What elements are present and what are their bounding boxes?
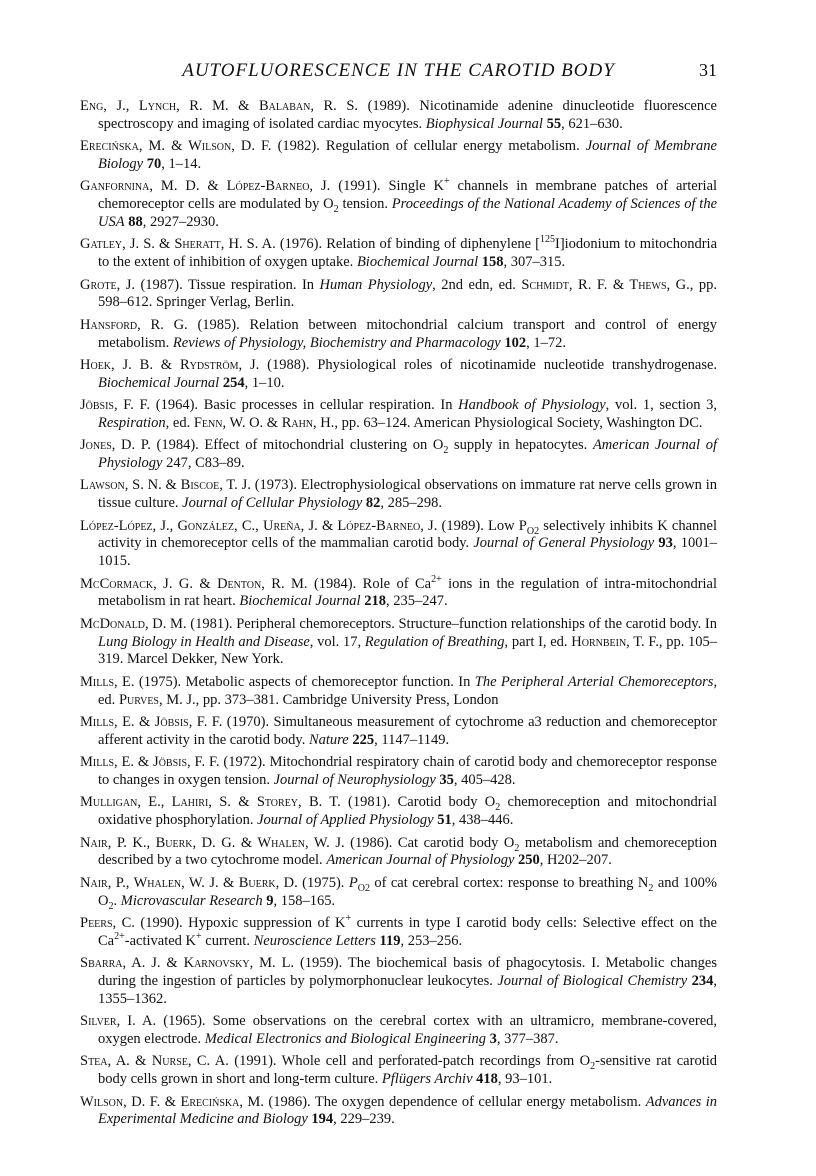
ref-title: Nicotinamide adenine dinucleotide fluorescence spectroscopy and imaging of isolated cardiac myocytes. (98, 98, 717, 132)
ref-year: (1975). (302, 874, 345, 891)
ref-pages: , 1147–1149. (374, 731, 450, 748)
ref-year: (1965). (163, 1013, 206, 1030)
ref-journal: Journal of Applied Physiology (257, 812, 434, 829)
ref-journal: Biochemical Journal (98, 374, 220, 391)
reference-item (80, 98, 717, 134)
reference-item (80, 138, 717, 174)
ref-pages: , 2927–2930. (142, 213, 219, 230)
ref-pages: , 93–101. (497, 1071, 553, 1088)
ref-journal: Biochemical Journal (356, 254, 479, 271)
ref-authors: Grote, J. (80, 276, 135, 293)
reference-item: Mills, E. (1975). Metabolic aspects of chemoreceptor function. In The Peripheral Arterial Chemoreceptors, ed. Purves, M. J., pp. 373–381. Cambridge University Press, London (80, 673, 718, 708)
ref-title: Low $P_{O2}$ selectively inhibits K channel activity in chemoreceptor cells of the mammalian carotid body. (98, 517, 717, 552)
ref-authors: Stea, A. & Nurse, C. A. (80, 1053, 229, 1070)
ref-book: Human Physiology (319, 276, 433, 293)
reference-item: Jöbsis, F. F. (1964). Basic processes in cellular respiration. In Handbook of Physiology, vol. 1, section 3, Respiration, ed. Fenn, W. O. & Rahn, H., pp. 63–124. American Physiological Society, Washington DC. (80, 397, 718, 431)
ref-authors: Hansford, R. G. (80, 316, 188, 333)
ref-editors: Schmidt, R. F. & Thews, G. (521, 276, 690, 293)
ref-journal: American Journal of Physiology (326, 852, 515, 869)
ref-book: The Peripheral Arterial Chemoreceptors (474, 673, 714, 690)
ref-title: The oxygen dependence of cellular energy metabolism. (314, 1093, 642, 1110)
ref-year: (1964). (155, 397, 199, 414)
ref-title: Mitochondrial respiratory chain of carotid body and chemoreceptor response to changes in oxygen tension. (98, 754, 717, 788)
ref-authors: Eng, J., Lynch, R. M. & Balaban, R. S. (80, 98, 359, 114)
page-header (80, 60, 717, 86)
ref-journal: Reviews of Physiology, Biochemistry and Pharmacology (172, 334, 501, 351)
ref-year: (1970). (226, 714, 270, 731)
ref-editors: Purves, M. J. (118, 691, 196, 708)
ref-volume: 234 (691, 972, 714, 989)
ref-pages: , 158–165. (273, 892, 336, 909)
ref-volume: 70 (146, 155, 162, 172)
ref-title: Some observations on the cerebral cortex with an ultramicro, membrane-covered, oxygen electrode. (98, 1013, 718, 1047)
reference-item (80, 714, 717, 750)
ref-pages: , C83–89. (187, 455, 245, 472)
reference-item (80, 317, 717, 353)
ref-volume: 247 (166, 455, 188, 472)
ref-pages: , 438–446. (451, 812, 514, 829)
reference-item (80, 357, 717, 393)
ref-year: (1986). (268, 1093, 311, 1110)
ref-journal: Biochemical Journal (239, 593, 361, 610)
ref-pages: , 285–298. (380, 495, 442, 512)
ref-journal: Biophysical Journal (425, 115, 543, 132)
ref-volume: 88 (128, 213, 143, 230)
ref-year: (1991). (338, 178, 381, 195)
ref-authors: Erecińska, M. & Wilson, D. F. (80, 138, 272, 155)
ref-year: (1973). (254, 477, 297, 494)
ref-authors: Peers, C. (80, 914, 135, 931)
ref-title: Effect of mitochondrial clustering on $O_2$ supply in hepatocytes. (204, 437, 588, 457)
ref-authors: Jöbsis, F. F. (80, 397, 151, 414)
ref-journal: Journal of Biological Chemistry (497, 972, 688, 989)
reference-item (80, 236, 717, 272)
ref-year: (1985). (197, 316, 240, 333)
ref-year: (1981). (190, 615, 233, 632)
ref-year: (1984). (313, 575, 357, 592)
ref-pages: , 405–428. (453, 772, 516, 788)
ref-volume: 158 (481, 254, 504, 271)
ref-journal: Journal of Cellular Physiology (182, 495, 363, 512)
ref-authors: Mills, E. & Jöbsis, F. F. (80, 754, 220, 771)
ref-pages: , 1355–1362. (98, 972, 717, 1007)
ref-pages: , 307–315. (503, 254, 566, 271)
reference-item (80, 794, 717, 830)
reference-item (80, 955, 717, 1008)
ref-journal: Nature (308, 731, 349, 748)
ref-journal: Journal of Membrane Biology (98, 138, 717, 172)
ref-year: (1990). (140, 914, 183, 931)
ref-title: Hypoxic suppression of K+ currents in type I carotid body cells: Selective effect on the $Ca^{2+}$-activated K+ current. (98, 913, 717, 949)
ref-pages: , 235–247. (385, 593, 448, 610)
ref-year: (1982). (277, 138, 320, 155)
ref-authors: Nair, P. K., Buerk, D. G. & Whalen, W. J. (80, 834, 345, 851)
ref-journal: Proceedings of the National Academy of Sciences of the USA (98, 196, 717, 230)
ref-year: (1981). (348, 794, 391, 811)
ref-year: (1986). (350, 834, 393, 851)
ref-volume: 9 (266, 892, 274, 909)
ref-title: Carotid body $O_2$ chemoreception and mitochondrial oxidative phosphorylation. (98, 794, 718, 829)
ref-book: Lung Biology in Health and Disease (98, 633, 310, 650)
ref-title: $P_{O2}$ of cat cerebral cortex: response to breathing $N_2$ and 100% $O_2$. (98, 874, 718, 912)
ref-title: Single K+ channels in membrane patches of arterial chemoreceptor cells are modulated by $O_2$ tension. (98, 176, 718, 216)
ref-year: (1972). (223, 754, 266, 771)
ref-volume: 102 (504, 334, 527, 351)
reference-item: Grote, J. (1987). Tissue respiration. In Human Physiology, 2nd edn, ed. Schmidt, R. F. & Thews, G., pp. 598–612. Springer Verlag, Berlin. (80, 276, 718, 311)
ref-volume: 225 (352, 731, 375, 748)
ref-authors: Sbarra, A. J. & Karnovsky, M. L. (80, 955, 295, 972)
ref-volume: 93 (658, 535, 673, 552)
page-number: 31 (699, 60, 717, 80)
ref-book-part: Respiration (98, 414, 166, 431)
ref-authors: Wilson, D. F. & Erecińska, M. (80, 1093, 264, 1110)
ref-title: The biochemical basis of phagocytosis. I. Metabolic changes during the ingestion of particles by polymorphonuclear leukocytes. (98, 955, 717, 989)
ref-editors: Fenn, W. O. & Rahn, H. (193, 414, 335, 431)
ref-authors: Silver, I. A. (80, 1013, 157, 1030)
reference-item (80, 754, 717, 790)
reference-item (80, 518, 717, 571)
ref-authors: López-López, J., González, C., Ureña, J. & López-Barneo, J. (80, 517, 438, 534)
ref-year: (1975). (138, 673, 182, 690)
ref-journal: Journal of General Physiology (473, 535, 655, 552)
ref-volume: 51 (437, 812, 452, 829)
ref-authors: Mulligan, E., Lahiri, S. & Storey, B. T. (80, 794, 341, 811)
ref-title: Physiological roles of nicotinamide nucleotide transhydrogenase. (317, 356, 718, 373)
ref-volume: 82 (365, 495, 381, 512)
ref-year: (1987). (140, 276, 183, 293)
reference-list (80, 98, 717, 1134)
reference-item (80, 573, 718, 612)
ref-title: Relation between mitochondrial calcium transport and control of energy metabolism. (98, 316, 718, 351)
ref-journal: Pflügers Archiv (381, 1071, 473, 1088)
ref-pages: , 1–72. (526, 334, 566, 351)
reference-item (80, 1053, 717, 1089)
ref-pages: , 1–14. (161, 155, 202, 172)
ref-volume: 418 (476, 1071, 498, 1088)
ref-authors: Mills, E. (80, 673, 135, 690)
ref-volume: 250 (518, 852, 540, 869)
ref-pages: , 253–256. (400, 932, 463, 949)
reference-item (80, 437, 717, 473)
ref-volume: 218 (364, 593, 386, 610)
ref-year: (1989). (367, 98, 410, 114)
ref-volume: 119 (379, 932, 401, 949)
ref-authors: Gatley, J. S. & Sheratt, H. S. A. (80, 236, 276, 253)
running-title: AUTOFLUORESCENCE IN THE CAROTID BODY (182, 60, 615, 81)
ref-volume: 35 (439, 772, 454, 788)
ref-pages: , 1001–1015. (98, 535, 717, 570)
ref-authors: Nair, P., Whalen, W. J. & Buerk, D. (80, 874, 298, 891)
ref-title: Electrophysiological observations on immature rat nerve cells grown in tissue culture. (98, 477, 718, 512)
ref-title: Regulation of cellular energy metabolism. (325, 138, 580, 155)
ref-title: Simultaneous measurement of cytochrome a3 reduction and chemoreceptor afferent activity in the carotid body. (98, 714, 717, 748)
ref-year: (1991). (234, 1053, 277, 1070)
ref-authors: McDonald, D. M. (80, 615, 187, 632)
ref-year: (1959). (299, 955, 343, 972)
ref-journal: Medical Electronics and Biological Engineering (204, 1030, 487, 1047)
ref-authors: Hoek, J. B. & Rydström, J. (80, 356, 260, 373)
ref-title: Whole cell and perforated-patch recordings from $O_2$-sensitive rat carotid body cells grown in short and long-term culture. (98, 1053, 718, 1088)
ref-volume: 55 (546, 115, 562, 132)
ref-pages: , 229–239. (333, 1111, 395, 1128)
reference-item (80, 477, 717, 513)
reference-item (80, 1013, 717, 1049)
ref-year: (1988). (267, 356, 310, 373)
ref-authors: Ganfornina, M. D. & López-Barneo, J. (80, 178, 331, 195)
reference-item (80, 875, 717, 911)
ref-pages: , 377–387. (496, 1030, 559, 1047)
ref-journal: Neuroscience Letters (253, 932, 376, 949)
ref-authors: Mills, E. & Jöbsis, F. F. (80, 714, 223, 731)
ref-year: (1984). (156, 437, 199, 454)
ref-authors: Jones, D. P. (80, 437, 151, 454)
ref-book-part: Regulation of Breathing (364, 633, 505, 650)
ref-book: Handbook of Physiology (458, 397, 606, 414)
ref-authors: Lawson, S. N. & Biscoe, T. J. (80, 477, 251, 494)
reference-item (80, 178, 717, 231)
ref-title: Relation of binding of diphenylene [$^{125}$I]iodonium to mitochondria to the extent of inhibition of oxygen uptake. (98, 234, 718, 271)
ref-pages: , 621–630. (561, 115, 623, 132)
ref-title: Role of $Ca^{2+}$ ions in the regulation of intra-mitochondrial metabolism in rat heart. (98, 573, 718, 610)
ref-volume: 254 (222, 374, 245, 391)
ref-journal: Journal of Neurophysiology (273, 772, 436, 788)
ref-pages: , 1–10. (244, 374, 285, 391)
ref-volume: 3 (489, 1030, 497, 1047)
ref-year: (1989). (441, 517, 484, 534)
reference-item (80, 915, 717, 951)
ref-journal: American Journal of Physiology (98, 437, 717, 472)
ref-journal: Microvascular Research (120, 892, 263, 909)
ref-title: Cat carotid body $O_2$ metabolism and chemoreception described by a two cytochrome model. (98, 834, 718, 869)
ref-pages: , H202–207. (539, 852, 612, 869)
reference-item: McDonald, D. M. (1981). Peripheral chemoreceptors. Structure–function relationships of the carotid body. In Lung Biology in Health and Disease, vol. 17, Regulation of Breathing, part I, ed. Hornbein, T. F., pp. 105–319. Marcel Dekker, New York. (80, 615, 718, 668)
reference-item (80, 835, 717, 871)
ref-journal: Advances in Experimental Medicine and Biology (98, 1093, 718, 1128)
ref-editors: Hornbein, T. F. (571, 633, 659, 650)
ref-year: (1976). (279, 236, 323, 253)
reference-item (80, 1094, 717, 1130)
ref-volume: 194 (311, 1111, 334, 1128)
ref-authors: McCormack, J. G. & Denton, R. M. (80, 575, 308, 592)
